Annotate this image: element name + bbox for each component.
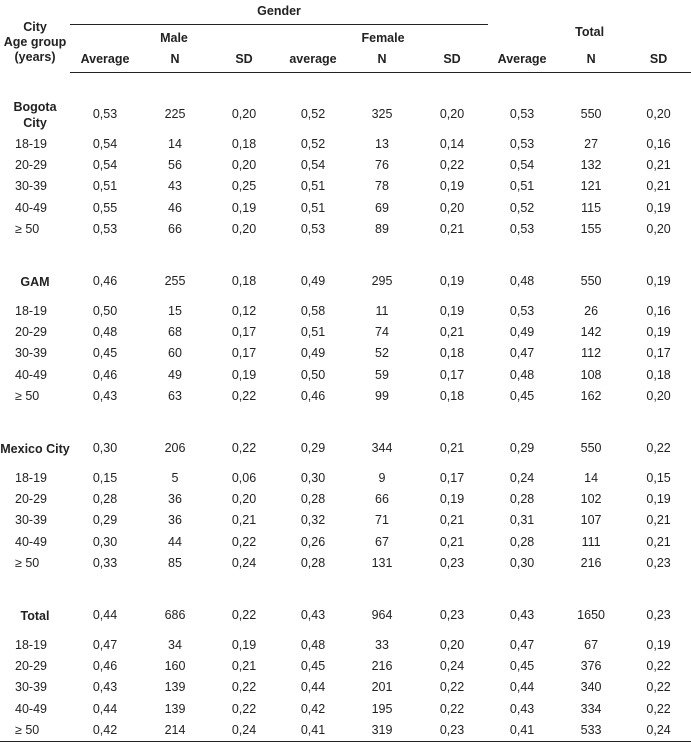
table-cell: 46 <box>168 200 182 215</box>
table-cell: 0,30 <box>300 471 326 486</box>
table-cell: 0,46 <box>92 367 118 382</box>
table-cell: 0,16 <box>646 137 671 151</box>
table-cell: 63 <box>168 388 182 403</box>
table-cell: 69 <box>375 200 389 215</box>
table-cell: 0,22 <box>231 701 257 716</box>
table-cell: 0,20 <box>646 388 671 403</box>
summary-cell: 0,20 <box>646 106 671 121</box>
table-cell: 0,23 <box>416 720 488 742</box>
table-cell: 139 <box>164 701 186 716</box>
summary-cell: 0,22 <box>646 440 671 455</box>
table-cell: 43 <box>168 179 182 194</box>
table-cell: 0,32 <box>300 513 326 528</box>
spacer-cell <box>0 574 691 596</box>
table-cell: 0,51 <box>300 325 326 340</box>
spacer-cell <box>0 73 691 96</box>
table-cell: 15 <box>168 304 182 319</box>
summary-cell: 0,22 <box>231 607 257 622</box>
table-cell: 0,43 <box>92 680 118 695</box>
age-group-label: 18-19 <box>15 471 47 486</box>
age-group-label: ≥ 50 <box>0 720 70 742</box>
table-row <box>0 134 691 155</box>
table-cell: 0,53 <box>509 137 535 151</box>
summary-cell: 0,52 <box>300 106 326 121</box>
table-cell: 0,28 <box>300 555 326 570</box>
age-group-label: 18-19 <box>15 304 47 319</box>
age-group-label: 20-29 <box>15 492 47 507</box>
summary-cell: 344 <box>371 440 393 455</box>
group-spacer <box>0 73 691 96</box>
table-row <box>0 677 691 698</box>
table-cell: 0,12 <box>231 304 257 319</box>
col-header-male-average: Average <box>70 46 140 73</box>
summary-cell: 225 <box>164 106 186 121</box>
table-cell: 49 <box>168 367 182 382</box>
table-row <box>0 322 691 343</box>
male-header: Male <box>160 31 188 45</box>
table-cell: 0,21 <box>646 534 671 549</box>
table-cell: 0,23 <box>646 555 671 570</box>
col-header-female-sd: SD <box>416 46 488 73</box>
summary-cell: 0,20 <box>439 106 465 121</box>
table-cell: 0,19 <box>646 492 671 507</box>
table-cell: 319 <box>348 720 416 742</box>
table-cell: 0,21 <box>646 513 671 528</box>
table-cell: 0,53 <box>509 221 535 236</box>
table-cell: 0,45 <box>300 659 326 674</box>
table-cell: 108 <box>580 367 602 382</box>
table-cell: 66 <box>375 492 389 507</box>
table-cell: 0,21 <box>646 158 671 173</box>
group-spacer <box>0 574 691 596</box>
summary-cell: 964 <box>371 607 393 622</box>
table-cell: 201 <box>371 680 393 695</box>
summary-cell: 0,43 <box>509 607 535 622</box>
table-cell: 36 <box>168 513 182 528</box>
table-cell: 11 <box>375 304 389 319</box>
age-group-label: ≥ 50 <box>15 555 40 570</box>
col-header-total-sd: SD <box>626 46 691 73</box>
table-cell: 0,22 <box>231 388 257 403</box>
table-row <box>0 219 691 240</box>
table-cell: 0,48 <box>509 367 535 382</box>
table-cell: 0,15 <box>646 471 671 486</box>
table-cell: 14 <box>584 471 599 486</box>
spacer-cell <box>0 407 691 429</box>
summary-cell: 0,23 <box>439 607 465 622</box>
table-cell: 0,20 <box>646 221 671 236</box>
summary-cell: 0,43 <box>300 607 326 622</box>
summary-cell: 295 <box>371 273 393 288</box>
age-group-label: 20-29 <box>15 325 47 340</box>
table-row <box>0 343 691 364</box>
table-cell: 0,51 <box>300 179 326 194</box>
summary-cell: 0,23 <box>646 607 671 622</box>
table-cell: 0,19 <box>646 325 671 340</box>
table-cell: 121 <box>580 179 602 194</box>
female-header: Female <box>361 31 405 45</box>
group-summary-row <box>0 262 691 301</box>
table-cell: 0,17 <box>646 346 671 361</box>
table-cell: 0,22 <box>439 701 465 716</box>
table-cell: 334 <box>580 701 602 716</box>
summary-cell: 1650 <box>577 607 605 622</box>
table-cell: 0,24 <box>509 471 535 486</box>
table-cell: 162 <box>580 388 602 403</box>
age-group-label: 30-39 <box>15 680 47 695</box>
gender-header: Gender <box>70 4 488 25</box>
group-name: Bogota City <box>13 100 57 130</box>
table-cell: 0,20 <box>439 638 465 653</box>
table-cell: 160 <box>164 659 186 674</box>
table-cell: 0,46 <box>92 659 118 674</box>
table-cell: 0,24 <box>210 720 278 742</box>
age-group-label: 40-49 <box>15 701 47 716</box>
city-age-header <box>0 4 70 73</box>
col-header-female-n: N <box>348 46 416 73</box>
summary-cell: 325 <box>371 106 393 121</box>
table-cell: 0,52 <box>509 200 535 215</box>
table-cell: 0,22 <box>231 680 257 695</box>
table-cell: 13 <box>375 137 389 151</box>
table-cell: 0,22 <box>646 680 671 695</box>
table-cell: 0,45 <box>92 346 118 361</box>
age-group-label: 30-39 <box>15 179 47 194</box>
table-cell: 0,53 <box>509 304 535 319</box>
table-cell: 0,54 <box>92 137 118 151</box>
group-summary-row <box>0 429 691 468</box>
table-cell: 0,54 <box>300 158 326 173</box>
table-cell: 44 <box>168 534 182 549</box>
table-cell: 115 <box>581 200 602 215</box>
table-cell: 376 <box>580 659 602 674</box>
table-cell: 0,20 <box>231 221 257 236</box>
table-row <box>0 365 691 386</box>
table-row <box>0 198 691 219</box>
col-header-female-average: average <box>278 46 348 73</box>
summary-cell: 0,19 <box>439 273 465 288</box>
summary-cell: 550 <box>580 106 602 121</box>
table-cell: 0,42 <box>70 720 140 742</box>
table-cell: 99 <box>375 388 389 403</box>
age-group-label: 40-49 <box>15 200 47 215</box>
table-cell: 0,44 <box>92 701 118 716</box>
table-cell: 0,22 <box>646 701 671 716</box>
table-cell: 0,24 <box>231 555 257 570</box>
table-row <box>0 656 691 677</box>
age-group-header-line: Age group <box>3 35 67 49</box>
summary-cell: 0,22 <box>231 440 257 455</box>
table-cell: 0,22 <box>231 534 257 549</box>
group-spacer <box>0 240 691 262</box>
table-cell: 216 <box>371 659 393 674</box>
table-row <box>0 386 691 407</box>
table-cell: 0,52 <box>300 137 326 151</box>
table-row <box>0 699 691 720</box>
table-cell: 0,20 <box>231 492 257 507</box>
summary-cell: 0,20 <box>231 106 257 121</box>
table-cell: 0,22 <box>439 680 465 695</box>
table-cell: 85 <box>168 555 182 570</box>
table-cell: 0,30 <box>92 534 118 549</box>
table-body <box>0 73 691 742</box>
table-cell: 0,28 <box>300 492 326 507</box>
table-cell: 0,41 <box>488 720 556 742</box>
table-cell: 0,28 <box>509 492 535 507</box>
summary-cell: 686 <box>164 607 186 622</box>
table-cell: 56 <box>168 158 182 173</box>
table-cell: 0,31 <box>509 513 535 528</box>
table-cell: 0,43 <box>92 388 118 403</box>
col-header-male-n: N <box>140 46 210 73</box>
table-cell: 0,22 <box>439 158 465 173</box>
table-cell: 33 <box>375 638 389 653</box>
group-spacer <box>0 407 691 429</box>
data-table <box>0 4 691 742</box>
table-row <box>0 468 691 489</box>
table-cell: 0,55 <box>92 200 118 215</box>
age-group-label: ≥ 50 <box>15 221 40 236</box>
table-cell: 0,19 <box>439 179 465 194</box>
table-cell: 52 <box>375 346 389 361</box>
summary-cell: 0,53 <box>92 106 118 121</box>
table-cell: 0,19 <box>439 492 465 507</box>
table-cell: 131 <box>371 555 393 570</box>
table-cell: 0,54 <box>509 158 535 173</box>
summary-cell: 0,44 <box>92 607 118 622</box>
table-cell: 0,47 <box>509 346 535 361</box>
table-row <box>0 510 691 531</box>
table-cell: 0,54 <box>92 158 118 173</box>
table-cell: 0,51 <box>92 179 118 194</box>
table-cell: 89 <box>375 221 389 236</box>
table-cell: 112 <box>581 346 602 361</box>
summary-cell: 0,49 <box>300 273 326 288</box>
table-cell: 0,50 <box>92 304 118 319</box>
table-cell: 132 <box>580 158 602 173</box>
table-cell: 0,51 <box>509 179 535 194</box>
age-group-label: 18-19 <box>15 137 47 151</box>
table-cell: 0,53 <box>300 221 326 236</box>
table-cell: 0,17 <box>439 471 465 486</box>
table-cell: 59 <box>375 367 389 382</box>
table-cell: 67 <box>375 534 389 549</box>
table-cell: 68 <box>168 325 182 340</box>
table-cell: 533 <box>556 720 626 742</box>
age-group-label: ≥ 50 <box>15 388 40 403</box>
table-cell: 74 <box>375 325 389 340</box>
table-cell: 102 <box>580 492 602 507</box>
age-group-label: 40-49 <box>15 367 47 382</box>
table-cell: 0,18 <box>439 346 465 361</box>
table-cell: 142 <box>580 325 602 340</box>
summary-cell: 0,18 <box>231 273 257 288</box>
table-cell: 0,49 <box>300 346 326 361</box>
age-group-label: 40-49 <box>15 534 47 549</box>
table-cell: 0,21 <box>439 221 465 236</box>
table-cell: 0,42 <box>300 701 326 716</box>
table-cell: 0,17 <box>439 367 465 382</box>
table-cell: 0,28 <box>509 534 535 549</box>
table-cell: 0,15 <box>92 471 118 486</box>
table-cell: 78 <box>375 179 389 194</box>
table-cell: 0,18 <box>646 367 671 382</box>
table-cell: 107 <box>580 513 602 528</box>
summary-cell: 255 <box>164 273 186 288</box>
age-group-label: 30-39 <box>15 346 47 361</box>
table-cell: 9 <box>378 471 386 486</box>
years-header-line: (years) <box>14 50 56 64</box>
table-cell: 0,21 <box>231 513 257 528</box>
table-cell: 0,18 <box>231 137 257 151</box>
summary-cell: 550 <box>580 440 602 455</box>
spacer-cell <box>0 240 691 262</box>
city-header-line: City <box>23 20 47 34</box>
col-header-male-sd: SD <box>210 46 278 73</box>
table-cell: 0,19 <box>439 304 465 319</box>
table-cell: 76 <box>375 158 389 173</box>
table-row <box>0 532 691 553</box>
table-cell: 71 <box>375 513 389 528</box>
table-row <box>0 155 691 176</box>
table-cell: 0,24 <box>439 659 465 674</box>
table-cell: 0,45 <box>509 659 535 674</box>
table-cell: 0,21 <box>439 513 465 528</box>
table-cell: 0,48 <box>300 638 326 653</box>
table-cell: 27 <box>584 137 599 151</box>
age-group-label: 20-29 <box>15 158 47 173</box>
table-cell: 0,19 <box>231 200 257 215</box>
table-cell: 0,18 <box>439 388 465 403</box>
table-cell: 67 <box>584 638 599 653</box>
table-cell: 0,21 <box>439 325 465 340</box>
age-group-label: 20-29 <box>15 659 47 674</box>
summary-cell: 0,29 <box>509 440 535 455</box>
col-header-total-n: N <box>556 46 626 73</box>
table-cell: 0,06 <box>231 471 257 486</box>
summary-cell: 0,53 <box>509 106 535 121</box>
table-row <box>0 635 691 656</box>
table-cell: 0,28 <box>92 492 118 507</box>
table-cell: 0,20 <box>231 158 257 173</box>
table-cell: 14 <box>168 137 182 151</box>
table-cell: 36 <box>168 492 182 507</box>
group-name: Mexico City <box>0 442 70 457</box>
table-cell: 0,51 <box>300 200 326 215</box>
table-cell: 0,19 <box>646 638 671 653</box>
summary-cell: 0,46 <box>92 273 118 288</box>
group-name: GAM <box>20 275 50 290</box>
table-cell: 66 <box>168 221 182 236</box>
table-cell: 0,49 <box>509 325 535 340</box>
table-cell: 111 <box>581 534 601 549</box>
table-cell: 155 <box>580 221 602 236</box>
table-cell: 0,44 <box>509 680 535 695</box>
table-cell: 0,23 <box>439 555 465 570</box>
table-cell: 214 <box>140 720 210 742</box>
table-cell: 216 <box>580 555 602 570</box>
table-cell: 0,44 <box>300 680 326 695</box>
table-row <box>0 720 691 742</box>
table-cell: 0,48 <box>92 325 118 340</box>
table-cell: 0,41 <box>278 720 348 742</box>
table-cell: 0,19 <box>231 638 257 653</box>
table-cell: 0,43 <box>509 701 535 716</box>
group-summary-row <box>0 596 691 635</box>
age-group-label: 18-19 <box>15 638 47 653</box>
table-cell: 0,58 <box>300 304 326 319</box>
summary-cell: 206 <box>164 440 186 455</box>
table-cell: 0,17 <box>231 325 257 340</box>
table-cell: 0,33 <box>92 555 118 570</box>
total-header: Total <box>575 24 605 39</box>
table-cell: 0,22 <box>646 659 671 674</box>
summary-cell: 0,30 <box>92 440 118 455</box>
summary-cell: 550 <box>580 273 602 288</box>
summary-cell: 0,21 <box>439 440 465 455</box>
table-cell: 340 <box>580 680 602 695</box>
table-cell: 0,19 <box>646 200 671 215</box>
table-cell: 0,24 <box>626 720 691 742</box>
group-name: Total <box>20 609 50 624</box>
table-cell: 0,21 <box>646 179 671 194</box>
table-cell: 0,20 <box>439 200 465 215</box>
table-cell: 60 <box>168 346 182 361</box>
table-row <box>0 489 691 510</box>
table-cell: 0,26 <box>300 534 326 549</box>
table-cell: 34 <box>168 638 182 653</box>
table-cell: 0,46 <box>300 388 326 403</box>
table-row <box>0 176 691 197</box>
table-cell: 0,17 <box>231 346 257 361</box>
table-cell: 0,21 <box>439 534 465 549</box>
table-cell: 0,19 <box>231 367 257 382</box>
summary-cell: 0,48 <box>509 273 535 288</box>
table-cell: 0,47 <box>92 638 118 653</box>
table-cell: 0,50 <box>300 367 326 382</box>
table-cell: 0,14 <box>439 137 465 151</box>
table-cell: 5 <box>171 471 179 486</box>
table-cell: 139 <box>164 680 186 695</box>
table-cell: 0,53 <box>92 221 118 236</box>
table-cell: 0,29 <box>92 513 118 528</box>
table-cell: 0,25 <box>231 179 257 194</box>
col-header-total-average: Average <box>488 46 556 73</box>
table-row <box>0 553 691 574</box>
table-row <box>0 301 691 322</box>
summary-cell: 0,29 <box>300 440 326 455</box>
age-group-label: 30-39 <box>15 513 47 528</box>
table-cell: 0,21 <box>231 659 257 674</box>
summary-cell: 0,19 <box>646 273 671 288</box>
table-cell: 0,45 <box>509 388 535 403</box>
table-cell: 0,47 <box>509 638 535 653</box>
table-header <box>0 4 691 73</box>
table-cell: 26 <box>584 304 599 319</box>
group-summary-row <box>0 95 691 134</box>
table-cell: 0,16 <box>646 304 671 319</box>
table-cell: 195 <box>371 701 393 716</box>
table-cell: 0,30 <box>509 555 535 570</box>
